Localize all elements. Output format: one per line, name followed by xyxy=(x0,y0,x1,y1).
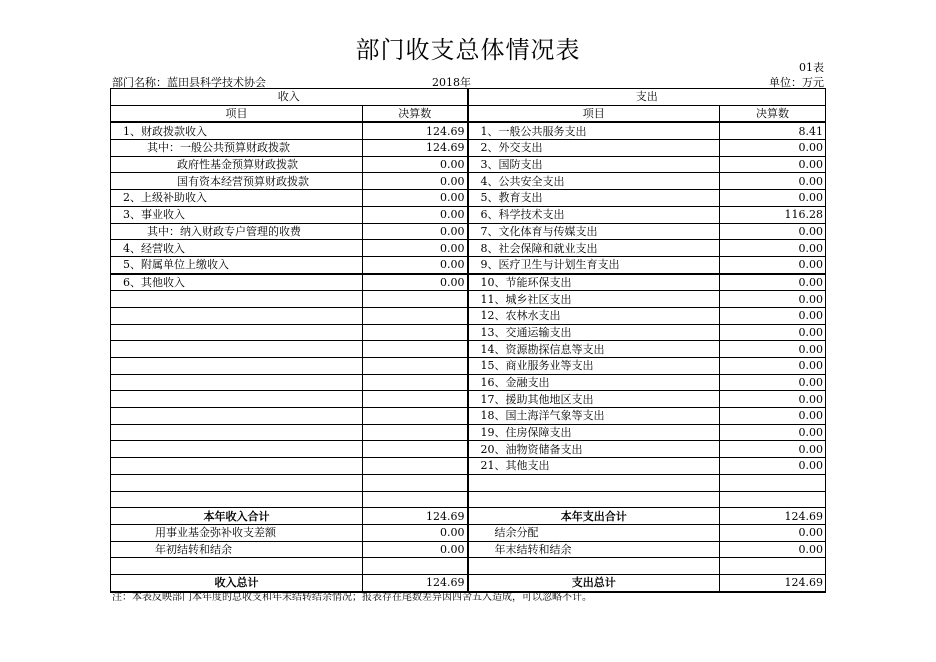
income-amount xyxy=(363,391,468,408)
table-row xyxy=(111,256,826,273)
income-amount xyxy=(363,458,468,475)
expense-item xyxy=(468,491,720,508)
expense-item: 3、国防支出 xyxy=(468,156,720,173)
expense-item: 12、农林水支出 xyxy=(468,307,720,324)
blank-cell xyxy=(468,558,720,575)
footnote: 注：本表反映部门本年度的总收支和年末结转结余情况；报表存在尾数差异因四舍五入造成，可以忽略不计。 xyxy=(112,592,592,603)
expense-item: 10、节能环保支出 xyxy=(468,274,720,291)
expense-item: 18、国土海洋气象等支出 xyxy=(468,408,720,425)
income-amount xyxy=(363,491,468,508)
expense-amount: 0.00 xyxy=(720,324,826,341)
expense-amount: 0.00 xyxy=(720,524,826,541)
income-amount xyxy=(363,358,468,375)
table-row xyxy=(111,491,826,508)
income-item xyxy=(111,408,363,425)
expense-item: 15、商业服务业等支出 xyxy=(468,358,720,375)
table-row xyxy=(111,474,826,491)
table-row xyxy=(111,307,826,324)
income-amount xyxy=(363,474,468,491)
income-amount xyxy=(363,324,468,341)
expense-item: 1、一般公共服务支出 xyxy=(468,122,720,139)
unit-label: 单位：万元 xyxy=(769,76,824,89)
expense-amount: 0.00 xyxy=(720,374,826,391)
income-item xyxy=(111,374,363,391)
income-amount: 0.00 xyxy=(363,240,468,257)
income-item: 国有资本经营预算财政拨款 xyxy=(111,173,363,190)
income-amount: 0.00 xyxy=(363,190,468,207)
table-row xyxy=(111,190,826,207)
income-amount: 0.00 xyxy=(363,156,468,173)
expense-header: 支出 xyxy=(468,89,826,106)
year-total-row xyxy=(111,508,826,525)
expense-item: 19、住房保障支出 xyxy=(468,424,720,441)
year-expense-total: 124.69 xyxy=(720,508,826,525)
expense-item: 16、金融支出 xyxy=(468,374,720,391)
table-row xyxy=(111,558,826,575)
expense-amount: 0.00 xyxy=(720,140,826,157)
table-row xyxy=(111,441,826,458)
table-row xyxy=(111,408,826,425)
expense-item: 8、社会保障和就业支出 xyxy=(468,240,720,257)
income-item xyxy=(111,358,363,375)
income-header: 收入 xyxy=(111,89,468,106)
expense-grand-total: 124.69 xyxy=(720,574,826,591)
income-amount xyxy=(363,374,468,391)
expense-amount: 0.00 xyxy=(720,541,826,558)
expense-amount: 0.00 xyxy=(720,458,826,475)
expense-amount xyxy=(720,474,826,491)
expense-amount: 8.41 xyxy=(720,122,826,139)
expense-item: 13、交通运输支出 xyxy=(468,324,720,341)
income-item: 其中：一般公共预算财政拨款 xyxy=(111,140,363,157)
income-item xyxy=(111,291,363,308)
expense-item: 6、科学技术支出 xyxy=(468,206,720,223)
income-item: 3、事业收入 xyxy=(111,206,363,223)
table-row xyxy=(111,358,826,375)
department-name: 部门名称：蓝田县科学技术协会 xyxy=(112,76,266,89)
income-item xyxy=(111,474,363,491)
income-grand-total: 124.69 xyxy=(363,574,468,591)
expense-amount: 0.00 xyxy=(720,190,826,207)
table-row xyxy=(111,223,826,240)
expense-item: 5、教育支出 xyxy=(468,190,720,207)
table-row xyxy=(111,424,826,441)
expense-item: 9、医疗卫生与计划生育支出 xyxy=(468,256,720,273)
expense-amount: 0.00 xyxy=(720,358,826,375)
summary-table xyxy=(110,88,826,593)
year-income-total-label: 本年收入合计 xyxy=(111,508,363,525)
expense-amount: 0.00 xyxy=(720,341,826,358)
table-row xyxy=(111,541,826,558)
income-item: 5、附属单位上缴收入 xyxy=(111,256,363,273)
income-item: 用事业基金弥补收支差额 xyxy=(111,524,363,541)
income-amount xyxy=(363,441,468,458)
income-amount: 0.00 xyxy=(363,541,468,558)
income-grand-total-label: 收入总计 xyxy=(111,574,363,591)
blank-cell xyxy=(363,558,468,575)
income-item xyxy=(111,341,363,358)
table-row xyxy=(111,274,826,291)
income-amount-header: 决算数 xyxy=(363,105,468,122)
expense-amount: 0.00 xyxy=(720,307,826,324)
expense-amount: 0.00 xyxy=(720,408,826,425)
expense-item: 结余分配 xyxy=(468,524,720,541)
income-amount: 0.00 xyxy=(363,223,468,240)
income-item: 年初结转和结余 xyxy=(111,541,363,558)
column-header-row xyxy=(111,105,826,122)
income-item xyxy=(111,441,363,458)
income-amount xyxy=(363,408,468,425)
expense-amount: 0.00 xyxy=(720,391,826,408)
income-item xyxy=(111,491,363,508)
expense-amount: 0.00 xyxy=(720,291,826,308)
income-amount xyxy=(363,424,468,441)
expense-item: 11、城乡社区支出 xyxy=(468,291,720,308)
expense-item: 年末结转和结余 xyxy=(468,541,720,558)
income-amount: 0.00 xyxy=(363,206,468,223)
form-number: 01表 xyxy=(799,61,824,74)
table-row xyxy=(111,122,826,139)
income-item xyxy=(111,307,363,324)
table-row xyxy=(111,140,826,157)
income-item: 2、上级补助收入 xyxy=(111,190,363,207)
income-amount: 0.00 xyxy=(363,173,468,190)
table-row xyxy=(111,156,826,173)
income-item: 6、其他收入 xyxy=(111,274,363,291)
table-row xyxy=(111,206,826,223)
income-item: 政府性基金预算财政拨款 xyxy=(111,156,363,173)
expense-item: 17、援助其他地区支出 xyxy=(468,391,720,408)
table-row xyxy=(111,458,826,475)
expense-amount-header: 决算数 xyxy=(720,105,826,122)
income-amount: 124.69 xyxy=(363,140,468,157)
year-expense-total-label: 本年支出合计 xyxy=(468,508,720,525)
income-item: 其中：纳入财政专户管理的收费 xyxy=(111,223,363,240)
year-income-total: 124.69 xyxy=(363,508,468,525)
income-item xyxy=(111,424,363,441)
expense-item: 20、油物资储备支出 xyxy=(468,441,720,458)
report-year: 2018年 xyxy=(432,76,471,89)
table-row xyxy=(111,324,826,341)
blank-cell xyxy=(111,558,363,575)
expense-amount: 0.00 xyxy=(720,156,826,173)
expense-amount: 0.00 xyxy=(720,173,826,190)
blank-cell xyxy=(720,558,826,575)
income-item xyxy=(111,391,363,408)
expense-item: 2、外交支出 xyxy=(468,140,720,157)
expense-item: 4、公共安全支出 xyxy=(468,173,720,190)
income-amount xyxy=(363,341,468,358)
section-header-row xyxy=(111,89,826,106)
expense-item-header: 项目 xyxy=(468,105,720,122)
page-title: 部门收支总体情况表 xyxy=(355,36,581,64)
expense-amount: 0.00 xyxy=(720,274,826,291)
expense-amount: 0.00 xyxy=(720,223,826,240)
expense-amount: 0.00 xyxy=(720,424,826,441)
income-item: 1、财政拨款收入 xyxy=(111,122,363,139)
table-row xyxy=(111,240,826,257)
income-amount: 0.00 xyxy=(363,256,468,273)
income-item: 4、经营收入 xyxy=(111,240,363,257)
table-row xyxy=(111,374,826,391)
income-item xyxy=(111,324,363,341)
income-item xyxy=(111,458,363,475)
expense-amount: 0.00 xyxy=(720,256,826,273)
table-row xyxy=(111,291,826,308)
expense-amount xyxy=(720,491,826,508)
expense-item: 7、文化体育与传媒支出 xyxy=(468,223,720,240)
expense-amount: 0.00 xyxy=(720,441,826,458)
income-amount xyxy=(363,307,468,324)
income-amount: 124.69 xyxy=(363,122,468,139)
income-amount: 0.00 xyxy=(363,524,468,541)
expense-item: 14、资源勘探信息等支出 xyxy=(468,341,720,358)
expense-item xyxy=(468,474,720,491)
expense-amount: 0.00 xyxy=(720,240,826,257)
expense-item: 21、其他支出 xyxy=(468,458,720,475)
table-row xyxy=(111,173,826,190)
expense-grand-total-label: 支出总计 xyxy=(468,574,720,591)
table-row xyxy=(111,391,826,408)
income-amount: 0.00 xyxy=(363,274,468,291)
table-row xyxy=(111,524,826,541)
expense-amount: 116.28 xyxy=(720,206,826,223)
table-row xyxy=(111,341,826,358)
income-item-header: 项目 xyxy=(111,105,363,122)
income-amount xyxy=(363,291,468,308)
